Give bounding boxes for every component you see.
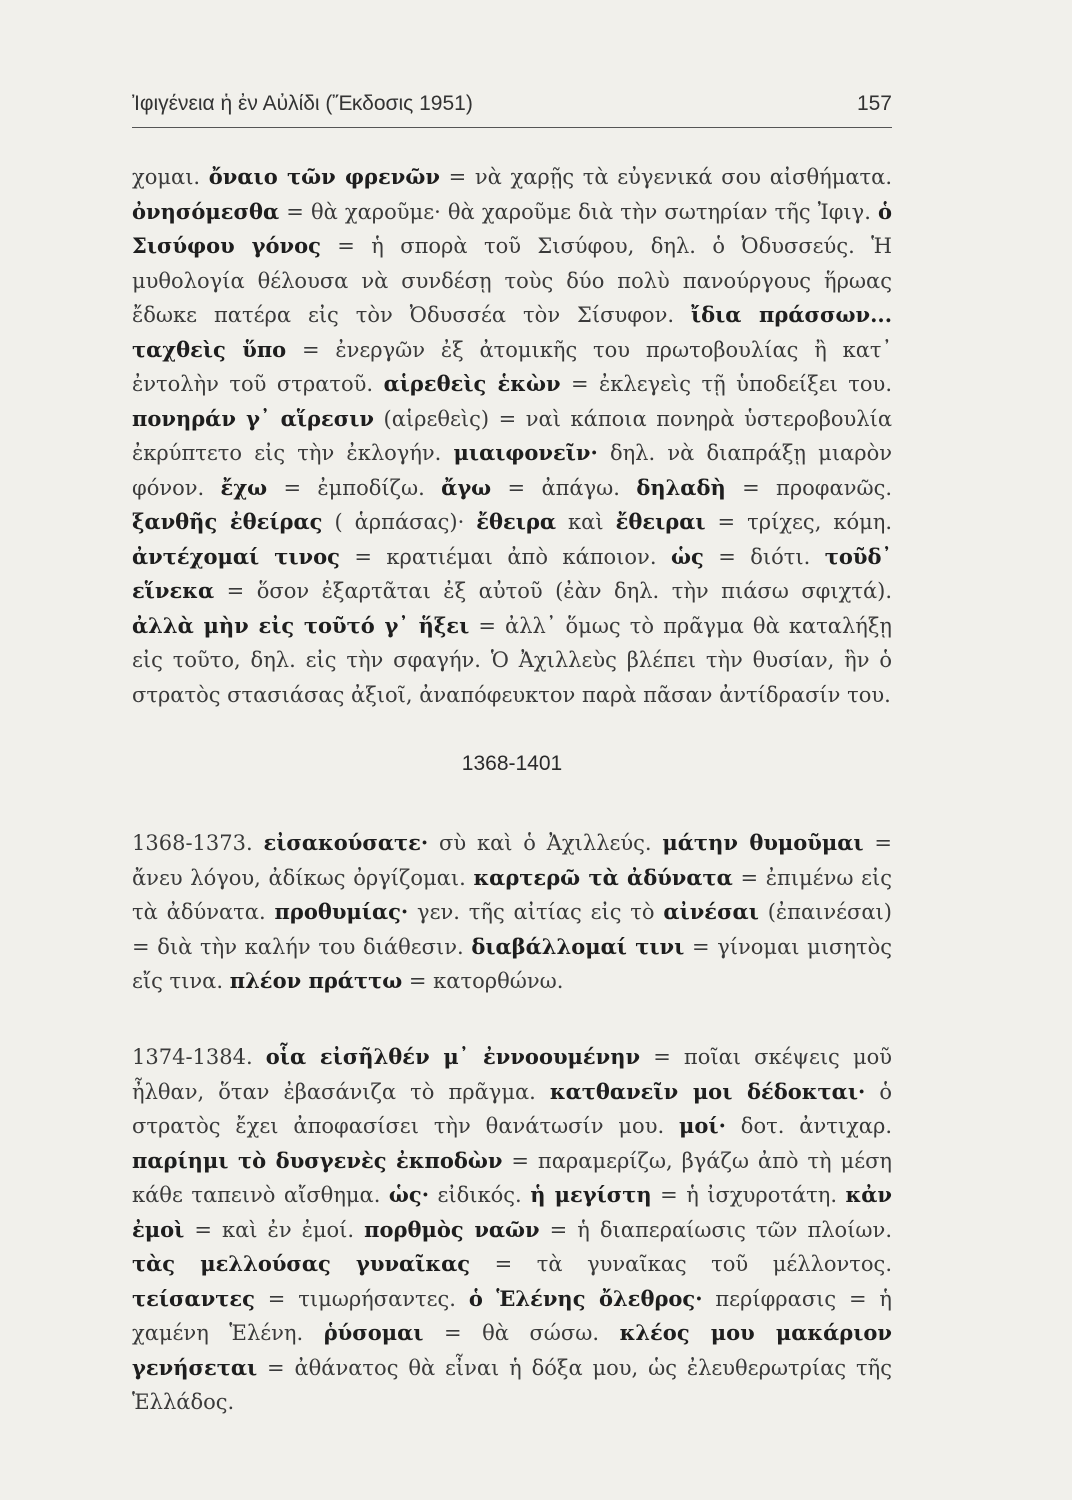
- lemma-term: πονηράν γ᾽ αἵρεσιν: [132, 405, 374, 431]
- lemma-term: μιαιφονεῖν·: [453, 440, 598, 465]
- lemma-term: ῥύσομαι: [323, 1320, 424, 1345]
- lemma-term: οἷα εἰσῆλθέν μ᾽ ἐννοουμένην: [265, 1044, 641, 1069]
- running-header: [132, 92, 892, 116]
- gloss-text: = ἄνευ λόγου, ἀδίκως ὀργίζομαι.: [132, 831, 892, 890]
- gloss-text: ( ἁρπάσας)·: [322, 510, 477, 534]
- gloss-text: = τὰ γυναῖκας τοῦ μέλλοντος.: [470, 1252, 892, 1276]
- gloss-text: = παραμερίζω, βγάζω ἀπὸ τὴ μέση κάθε ταπεινὸ αἴσθημα.: [132, 1148, 892, 1207]
- gloss-text: = διότι.: [703, 544, 825, 569]
- lemma-term: ξανθῆς ἐθείρας: [132, 509, 323, 534]
- gloss-text: = θὰ σώσω.: [423, 1321, 620, 1345]
- gloss-text: χομαι.: [132, 165, 209, 189]
- lemma-term: διαβάλλομαί τινι: [471, 933, 685, 959]
- gloss-text: = ἀπάγω.: [491, 475, 637, 500]
- gloss-text: = ἐπιμένω εἰς τὰ ἀδύνατα.: [132, 865, 892, 924]
- gloss-text: σὺ καὶ ὁ Ἀχιλλεύς.: [428, 831, 663, 855]
- gloss-text: = κατορθώνω.: [402, 969, 564, 993]
- lemma-term: ἡ μεγίστη: [530, 1182, 652, 1207]
- lemma-term: παρίημι τὸ δυσγενὲς ἐκποδὼν: [132, 1147, 503, 1173]
- lemma-term: ὁ Ἑλένης ὄλεθρος·: [468, 1285, 703, 1311]
- lemma-term: ὡς·: [388, 1182, 430, 1207]
- lemma-term: τὰς μελλούσας γυναῖκας: [132, 1251, 471, 1276]
- gloss-text: = τρίχες, κόμη.: [705, 510, 893, 534]
- gloss-text: καὶ: [556, 510, 616, 534]
- commentary-block-1: [132, 160, 892, 712]
- lemma-term: καρτερῶ τὰ ἀδύνατα: [473, 864, 733, 890]
- header-rule: [132, 127, 892, 128]
- lemma-term: κατθανεῖν μοι δέδοκται·: [549, 1078, 866, 1104]
- gloss-text: = γίνομαι μισητὸς εἴς τινα.: [132, 934, 892, 993]
- gloss-text: = τιμωρήσαντες.: [254, 1286, 469, 1311]
- gloss-text: γεν. τῆς αἰτίας εἰς τὸ: [408, 900, 664, 924]
- lemma-term: πορθμὸς ναῶν: [364, 1216, 540, 1242]
- gloss-text: = καὶ ἐν ἐμοί.: [184, 1217, 365, 1242]
- lemma-term: τείσαντες: [132, 1285, 255, 1311]
- lemma-term: κλέος μου μακάριον γενήσεται: [132, 1320, 893, 1380]
- gloss-text: = ποῖαι σκέψεις μοῦ ἦλθαν, ὅταν ἐβασάνιζα τὸ πρᾶγμα.: [132, 1045, 893, 1104]
- gloss-text: = κρατιέμαι ἀπὸ κάποιον.: [339, 544, 671, 569]
- lemma-term: προθυμίας·: [274, 899, 409, 924]
- lemma-term: ἔθειρα: [476, 509, 557, 534]
- lemma-term: αἰνέσαι: [663, 899, 759, 924]
- gloss-text: = προφανῶς.: [725, 475, 893, 500]
- lemma-term: πλέον πράττω: [229, 968, 403, 993]
- gloss-text: = ἡ ἰσχυροτάτη.: [651, 1183, 846, 1207]
- gloss-text: εἰδικός.: [429, 1183, 531, 1207]
- lemma-term: ὀνησόμεσθα: [132, 198, 280, 224]
- gloss-text: = ἡ διαπεραίωσις τῶν πλοίων.: [539, 1217, 892, 1242]
- lemma-term: μοί·: [679, 1113, 726, 1138]
- lemma-term: ἴδια πράσσων... ταχθεὶς ὕπο: [132, 302, 893, 362]
- gloss-text: = νὰ χαρῇς τὰ εὐγενικά σου αἰσθήματα.: [439, 165, 892, 189]
- lemma-term: κἀν ἐμοὶ: [132, 1182, 893, 1242]
- gloss-text: 1374-1384.: [132, 1045, 266, 1069]
- gloss-text: = θὰ χαροῦμε· θὰ χαροῦμε διὰ τὴν σωτηρίαν τῆς Ἰφιγ.: [279, 199, 878, 224]
- lemma-term: τοῦδ᾽ εἵνεκα: [132, 543, 892, 603]
- lemma-term: ὡς: [670, 543, 704, 569]
- gloss-text: περίφρασις = ἡ χαμένη Ἑλένη.: [132, 1286, 892, 1345]
- gloss-text: (αἱρεθεὶς) = ναὶ κάποια πονηρὰ ὑστεροβουλία ἐκρύπτετο εἰς τὴν ἐκλογήν.: [132, 406, 893, 465]
- gloss-text: = ἀλλ᾽ ὅμως τὸ πρᾶγμα θὰ καταλήξῃ εἰς τοῦτο, δηλ. εἰς τὴν σφαγήν. Ὁ Ἀχιλλεὺς βλέπει τὴν θυσίαν, ἣν ὁ στρατὸς στασιάσας ἀξιοῖ, ἀναπόφευκτον παρὰ πᾶσαν ἀντίδρασίν του.: [132, 613, 892, 707]
- commentary-block-2: [132, 826, 892, 999]
- gloss-text: δοτ. ἀντιχαρ.: [725, 1114, 892, 1138]
- lemma-term: μάτην θυμοῦμαι: [662, 830, 864, 855]
- lemma-term: ὄναιο τῶν φρενῶν: [208, 164, 440, 189]
- lemma-term: δηλαδὴ: [636, 474, 726, 500]
- gloss-text: = ἐνεργῶν ἐξ ἀτομικῆς του πρωτοβουλίας ἢ κατ᾽ ἐντολὴν τοῦ στρατοῦ.: [132, 337, 892, 396]
- gloss-text: ὁ στρατὸς ἔχει ἀποφασίσει τὴν θανάτωσίν μου.: [132, 1079, 893, 1138]
- gloss-text: (ἐπαινέσαι) = διὰ τὴν καλήν του διάθεσιν.: [132, 900, 892, 959]
- gloss-text: = ἐμποδίζω.: [267, 475, 442, 500]
- gloss-text: = ἡ σπορὰ τοῦ Σισύφου, δηλ. ὁ Ὀδυσσεύς. Ἡ μυθολογία θέλουσα νὰ συνδέσῃ τοὺς δύο πολὺ πανούργους ἥρωας ἔδωκε πατέρα εἰς τὸν Ὀδυσσέα τὸν Σίσυφον.: [132, 234, 892, 327]
- lemma-term: ἄγω: [441, 474, 492, 500]
- gloss-text: δηλ. νὰ διαπράξῃ μιαρὸν φόνον.: [132, 441, 892, 500]
- lemma-term: ἀντέχομαί τινος: [132, 543, 340, 569]
- lemma-term: αἱρεθεὶς ἑκὼν: [383, 371, 561, 396]
- gloss-text: = ἐκλεγεὶς τῇ ὑποδείξει του.: [560, 372, 892, 396]
- running-title: Ἰφιγένεια ἡ ἐν Αὐλίδι (Ἔκδοσις 1951): [132, 92, 473, 115]
- lemma-term: ὁ Σισύφου γόνος: [132, 198, 892, 258]
- commentary-block-3: [132, 1040, 892, 1420]
- gloss-text: = ὅσον ἐξαρτᾶται ἐξ αὐτοῦ (ἐὰν δηλ. τὴν πιάσω σφιχτά).: [214, 579, 892, 603]
- section-heading: 1368-1401: [461, 752, 563, 775]
- lemma-term: ἀλλὰ μὴν εἰς τοῦτό γ᾽ ἥξει: [132, 612, 470, 638]
- lemma-term: εἰσακούσατε·: [263, 830, 429, 855]
- page-number: 157: [856, 92, 892, 115]
- gloss-text: = ἀθάνατος θὰ εἶναι ἡ δόξα μου, ὡς ἐλευθερωτρίας τῆς Ἑλλάδος.: [132, 1355, 892, 1414]
- lemma-term: ἔθειραι: [615, 509, 706, 534]
- lemma-term: ἔχω: [220, 474, 268, 500]
- gloss-text: 1368-1373.: [132, 831, 264, 855]
